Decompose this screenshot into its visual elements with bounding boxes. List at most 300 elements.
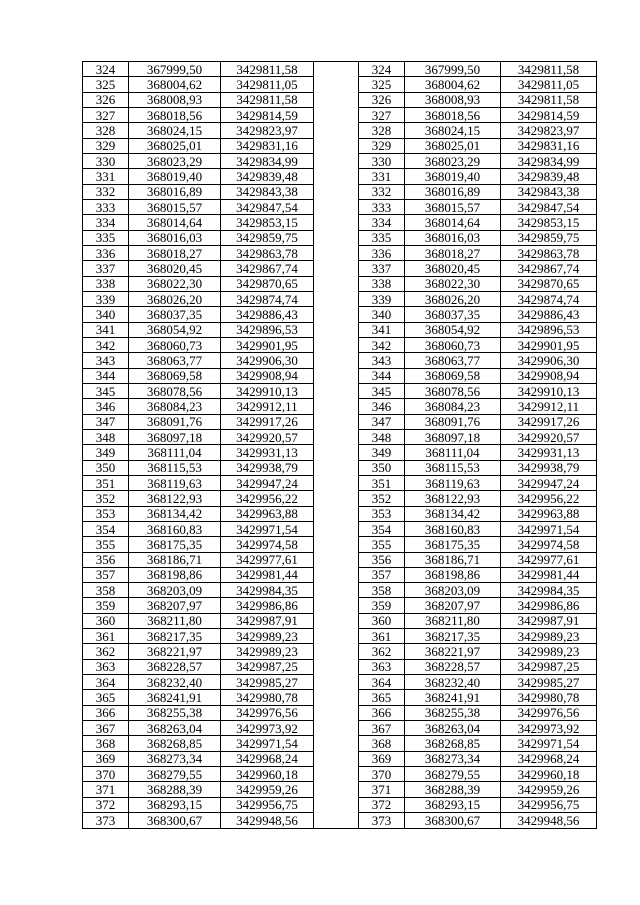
right-y-coordinate-cell: 3429963,88 [501, 506, 597, 521]
table-row [83, 77, 597, 92]
left-x-coordinate-cell: 368084,23 [129, 399, 221, 414]
column-gap [314, 199, 359, 214]
column-gap [314, 629, 359, 644]
table-row [83, 399, 597, 414]
left-point-number-cell: 362 [83, 644, 129, 659]
left-x-coordinate-cell: 368186,71 [129, 552, 221, 567]
left-y-coordinate-cell: 3429931,13 [221, 445, 314, 460]
right-y-coordinate-cell: 3429947,24 [501, 475, 597, 490]
right-point-number-cell: 357 [359, 567, 405, 582]
table-row [83, 767, 597, 782]
left-x-coordinate-cell: 368022,30 [129, 276, 221, 291]
left-point-number-cell: 352 [83, 491, 129, 506]
table-row [83, 491, 597, 506]
right-point-number-cell: 331 [359, 169, 405, 184]
right-x-coordinate-cell: 368288,39 [405, 782, 501, 797]
left-y-coordinate-cell: 3429859,75 [221, 230, 314, 245]
left-point-number-cell: 365 [83, 690, 129, 705]
table-row [83, 751, 597, 766]
left-x-coordinate-cell: 368063,77 [129, 353, 221, 368]
column-gap [314, 659, 359, 674]
table-row [83, 460, 597, 475]
right-x-coordinate-cell: 368060,73 [405, 337, 501, 352]
right-y-coordinate-cell: 3429971,54 [501, 736, 597, 751]
left-y-coordinate-cell: 3429981,44 [221, 567, 314, 582]
table-row [83, 199, 597, 214]
left-x-coordinate-cell: 368122,93 [129, 491, 221, 506]
column-gap [314, 368, 359, 383]
left-y-coordinate-cell: 3429908,94 [221, 368, 314, 383]
right-point-number-cell: 372 [359, 797, 405, 812]
left-point-number-cell: 355 [83, 537, 129, 552]
table-row [83, 230, 597, 245]
left-point-number-cell: 353 [83, 506, 129, 521]
right-point-number-cell: 348 [359, 429, 405, 444]
column-gap [314, 445, 359, 460]
left-point-number-cell: 344 [83, 368, 129, 383]
column-gap [314, 797, 359, 812]
left-point-number-cell: 329 [83, 138, 129, 153]
right-x-coordinate-cell: 368019,40 [405, 169, 501, 184]
left-x-coordinate-cell: 368018,56 [129, 107, 221, 122]
left-point-number-cell: 334 [83, 215, 129, 230]
right-point-number-cell: 347 [359, 414, 405, 429]
right-x-coordinate-cell: 368217,35 [405, 629, 501, 644]
table-row [83, 797, 597, 812]
column-gap [314, 429, 359, 444]
left-y-coordinate-cell: 3429853,15 [221, 215, 314, 230]
right-point-number-cell: 360 [359, 613, 405, 628]
left-point-number-cell: 373 [83, 813, 129, 829]
column-gap [314, 721, 359, 736]
right-x-coordinate-cell: 368263,04 [405, 721, 501, 736]
left-y-coordinate-cell: 3429960,18 [221, 767, 314, 782]
table-row [83, 475, 597, 490]
right-x-coordinate-cell: 368211,80 [405, 613, 501, 628]
right-x-coordinate-cell: 368020,45 [405, 261, 501, 276]
right-y-coordinate-cell: 3429984,35 [501, 583, 597, 598]
table-row [83, 322, 597, 337]
left-point-number-cell: 358 [83, 583, 129, 598]
right-x-coordinate-cell: 368025,01 [405, 138, 501, 153]
left-y-coordinate-cell: 3429847,54 [221, 199, 314, 214]
right-point-number-cell: 352 [359, 491, 405, 506]
left-y-coordinate-cell: 3429843,38 [221, 184, 314, 199]
right-x-coordinate-cell: 368091,76 [405, 414, 501, 429]
right-point-number-cell: 359 [359, 598, 405, 613]
right-point-number-cell: 334 [359, 215, 405, 230]
left-x-coordinate-cell: 368054,92 [129, 322, 221, 337]
table-row [83, 782, 597, 797]
right-point-number-cell: 353 [359, 506, 405, 521]
left-y-coordinate-cell: 3429980,78 [221, 690, 314, 705]
right-point-number-cell: 336 [359, 245, 405, 260]
left-point-number-cell: 349 [83, 445, 129, 460]
right-x-coordinate-cell: 368054,92 [405, 322, 501, 337]
left-x-coordinate-cell: 368115,53 [129, 460, 221, 475]
left-x-coordinate-cell: 368097,18 [129, 429, 221, 444]
table-row [83, 552, 597, 567]
left-y-coordinate-cell: 3429811,58 [221, 62, 314, 77]
right-y-coordinate-cell: 3429987,91 [501, 613, 597, 628]
right-y-coordinate-cell: 3429985,27 [501, 675, 597, 690]
column-gap [314, 506, 359, 521]
left-x-coordinate-cell: 368288,39 [129, 782, 221, 797]
table-row [83, 521, 597, 536]
left-point-number-cell: 337 [83, 261, 129, 276]
left-x-coordinate-cell: 368060,73 [129, 337, 221, 352]
right-x-coordinate-cell: 368241,91 [405, 690, 501, 705]
table-row [83, 705, 597, 720]
right-point-number-cell: 329 [359, 138, 405, 153]
right-y-coordinate-cell: 3429831,16 [501, 138, 597, 153]
left-x-coordinate-cell: 368016,03 [129, 230, 221, 245]
right-point-number-cell: 363 [359, 659, 405, 674]
left-point-number-cell: 356 [83, 552, 129, 567]
right-point-number-cell: 326 [359, 92, 405, 107]
right-point-number-cell: 332 [359, 184, 405, 199]
left-point-number-cell: 364 [83, 675, 129, 690]
right-point-number-cell: 325 [359, 77, 405, 92]
right-x-coordinate-cell: 368268,85 [405, 736, 501, 751]
left-y-coordinate-cell: 3429973,92 [221, 721, 314, 736]
column-gap [314, 62, 359, 77]
right-point-number-cell: 365 [359, 690, 405, 705]
right-point-number-cell: 345 [359, 383, 405, 398]
table-row [83, 353, 597, 368]
table-row [83, 629, 597, 644]
left-y-coordinate-cell: 3429834,99 [221, 153, 314, 168]
column-gap [314, 675, 359, 690]
left-x-coordinate-cell: 368241,91 [129, 690, 221, 705]
right-y-coordinate-cell: 3429974,58 [501, 537, 597, 552]
column-gap [314, 751, 359, 766]
column-gap [314, 491, 359, 506]
left-point-number-cell: 361 [83, 629, 129, 644]
column-gap [314, 767, 359, 782]
column-gap [314, 92, 359, 107]
right-point-number-cell: 343 [359, 353, 405, 368]
left-point-number-cell: 370 [83, 767, 129, 782]
table-row [83, 567, 597, 582]
left-x-coordinate-cell: 368015,57 [129, 199, 221, 214]
right-y-coordinate-cell: 3429839,48 [501, 169, 597, 184]
right-y-coordinate-cell: 3429843,38 [501, 184, 597, 199]
right-x-coordinate-cell: 368300,67 [405, 813, 501, 829]
left-x-coordinate-cell: 368119,63 [129, 475, 221, 490]
column-gap [314, 322, 359, 337]
left-y-coordinate-cell: 3429917,26 [221, 414, 314, 429]
right-x-coordinate-cell: 368115,53 [405, 460, 501, 475]
table-row [83, 153, 597, 168]
right-y-coordinate-cell: 3429956,22 [501, 491, 597, 506]
left-x-coordinate-cell: 368024,15 [129, 123, 221, 138]
right-x-coordinate-cell: 368022,30 [405, 276, 501, 291]
left-point-number-cell: 335 [83, 230, 129, 245]
right-x-coordinate-cell: 368024,15 [405, 123, 501, 138]
left-point-number-cell: 346 [83, 399, 129, 414]
right-y-coordinate-cell: 3429874,74 [501, 291, 597, 306]
right-y-coordinate-cell: 3429920,57 [501, 429, 597, 444]
right-x-coordinate-cell: 368063,77 [405, 353, 501, 368]
table-row [83, 613, 597, 628]
right-x-coordinate-cell: 368119,63 [405, 475, 501, 490]
table-row [83, 62, 597, 77]
right-x-coordinate-cell: 368160,83 [405, 521, 501, 536]
right-y-coordinate-cell: 3429989,23 [501, 629, 597, 644]
left-y-coordinate-cell: 3429912,11 [221, 399, 314, 414]
right-point-number-cell: 349 [359, 445, 405, 460]
table-row [83, 169, 597, 184]
left-point-number-cell: 336 [83, 245, 129, 260]
left-x-coordinate-cell: 368211,80 [129, 613, 221, 628]
left-x-coordinate-cell: 368293,15 [129, 797, 221, 812]
right-point-number-cell: 354 [359, 521, 405, 536]
column-gap [314, 245, 359, 260]
right-point-number-cell: 368 [359, 736, 405, 751]
right-point-number-cell: 356 [359, 552, 405, 567]
left-x-coordinate-cell: 368023,29 [129, 153, 221, 168]
right-x-coordinate-cell: 368097,18 [405, 429, 501, 444]
left-x-coordinate-cell: 368016,89 [129, 184, 221, 199]
right-y-coordinate-cell: 3429976,56 [501, 705, 597, 720]
table-row [83, 184, 597, 199]
column-gap [314, 598, 359, 613]
column-gap [314, 383, 359, 398]
column-gap [314, 107, 359, 122]
left-y-coordinate-cell: 3429976,56 [221, 705, 314, 720]
left-y-coordinate-cell: 3429986,86 [221, 598, 314, 613]
left-point-number-cell: 328 [83, 123, 129, 138]
column-gap [314, 613, 359, 628]
right-y-coordinate-cell: 3429989,23 [501, 644, 597, 659]
left-point-number-cell: 341 [83, 322, 129, 337]
right-y-coordinate-cell: 3429811,58 [501, 62, 597, 77]
right-point-number-cell: 369 [359, 751, 405, 766]
right-y-coordinate-cell: 3429867,74 [501, 261, 597, 276]
left-point-number-cell: 330 [83, 153, 129, 168]
right-y-coordinate-cell: 3429859,75 [501, 230, 597, 245]
left-y-coordinate-cell: 3429963,88 [221, 506, 314, 521]
left-x-coordinate-cell: 368217,35 [129, 629, 221, 644]
right-y-coordinate-cell: 3429968,24 [501, 751, 597, 766]
column-gap [314, 138, 359, 153]
table-row [83, 368, 597, 383]
right-y-coordinate-cell: 3429938,79 [501, 460, 597, 475]
right-x-coordinate-cell: 368273,34 [405, 751, 501, 766]
column-gap [314, 552, 359, 567]
table-row [83, 92, 597, 107]
left-y-coordinate-cell: 3429867,74 [221, 261, 314, 276]
right-point-number-cell: 337 [359, 261, 405, 276]
right-point-number-cell: 358 [359, 583, 405, 598]
column-gap [314, 123, 359, 138]
right-y-coordinate-cell: 3429960,18 [501, 767, 597, 782]
table-row [83, 123, 597, 138]
table-row [83, 429, 597, 444]
right-y-coordinate-cell: 3429908,94 [501, 368, 597, 383]
right-point-number-cell: 333 [359, 199, 405, 214]
right-x-coordinate-cell: 368008,93 [405, 92, 501, 107]
column-gap [314, 813, 359, 829]
right-point-number-cell: 328 [359, 123, 405, 138]
column-gap [314, 77, 359, 92]
left-y-coordinate-cell: 3429839,48 [221, 169, 314, 184]
table-body [83, 62, 597, 829]
right-y-coordinate-cell: 3429959,26 [501, 782, 597, 797]
table-row [83, 690, 597, 705]
right-x-coordinate-cell: 368122,93 [405, 491, 501, 506]
column-gap [314, 353, 359, 368]
right-point-number-cell: 373 [359, 813, 405, 829]
right-y-coordinate-cell: 3429981,44 [501, 567, 597, 582]
left-y-coordinate-cell: 3429814,59 [221, 107, 314, 122]
left-x-coordinate-cell: 368091,76 [129, 414, 221, 429]
left-y-coordinate-cell: 3429989,23 [221, 644, 314, 659]
table-row [83, 445, 597, 460]
table-row [83, 107, 597, 122]
left-y-coordinate-cell: 3429956,22 [221, 491, 314, 506]
left-y-coordinate-cell: 3429870,65 [221, 276, 314, 291]
right-point-number-cell: 342 [359, 337, 405, 352]
left-y-coordinate-cell: 3429874,74 [221, 291, 314, 306]
left-y-coordinate-cell: 3429971,54 [221, 521, 314, 536]
left-point-number-cell: 372 [83, 797, 129, 812]
right-y-coordinate-cell: 3429863,78 [501, 245, 597, 260]
left-point-number-cell: 351 [83, 475, 129, 490]
right-x-coordinate-cell: 368023,29 [405, 153, 501, 168]
right-y-coordinate-cell: 3429811,58 [501, 92, 597, 107]
left-x-coordinate-cell: 368020,45 [129, 261, 221, 276]
right-point-number-cell: 371 [359, 782, 405, 797]
left-point-number-cell: 367 [83, 721, 129, 736]
right-x-coordinate-cell: 368004,62 [405, 77, 501, 92]
right-x-coordinate-cell: 368016,03 [405, 230, 501, 245]
column-gap [314, 184, 359, 199]
left-y-coordinate-cell: 3429959,26 [221, 782, 314, 797]
right-point-number-cell: 361 [359, 629, 405, 644]
right-x-coordinate-cell: 368078,56 [405, 383, 501, 398]
left-point-number-cell: 347 [83, 414, 129, 429]
left-point-number-cell: 366 [83, 705, 129, 720]
column-gap [314, 567, 359, 582]
left-y-coordinate-cell: 3429974,58 [221, 537, 314, 552]
right-y-coordinate-cell: 3429986,86 [501, 598, 597, 613]
left-point-number-cell: 359 [83, 598, 129, 613]
left-y-coordinate-cell: 3429906,30 [221, 353, 314, 368]
left-x-coordinate-cell: 368175,35 [129, 537, 221, 552]
right-x-coordinate-cell: 368221,97 [405, 644, 501, 659]
right-x-coordinate-cell: 368203,09 [405, 583, 501, 598]
right-point-number-cell: 340 [359, 307, 405, 322]
column-gap [314, 169, 359, 184]
right-y-coordinate-cell: 3429896,53 [501, 322, 597, 337]
column-gap [314, 583, 359, 598]
column-gap [314, 736, 359, 751]
right-y-coordinate-cell: 3429853,15 [501, 215, 597, 230]
right-y-coordinate-cell: 3429910,13 [501, 383, 597, 398]
left-y-coordinate-cell: 3429977,61 [221, 552, 314, 567]
right-point-number-cell: 351 [359, 475, 405, 490]
left-point-number-cell: 324 [83, 62, 129, 77]
right-x-coordinate-cell: 368015,57 [405, 199, 501, 214]
right-y-coordinate-cell: 3429906,30 [501, 353, 597, 368]
column-gap [314, 307, 359, 322]
left-x-coordinate-cell: 368268,85 [129, 736, 221, 751]
left-y-coordinate-cell: 3429984,35 [221, 583, 314, 598]
table-row [83, 813, 597, 829]
left-x-coordinate-cell: 368232,40 [129, 675, 221, 690]
right-point-number-cell: 338 [359, 276, 405, 291]
left-x-coordinate-cell: 368300,67 [129, 813, 221, 829]
right-point-number-cell: 346 [359, 399, 405, 414]
table-row [83, 644, 597, 659]
table-row [83, 537, 597, 552]
table-row [83, 245, 597, 260]
column-gap [314, 460, 359, 475]
right-x-coordinate-cell: 368207,97 [405, 598, 501, 613]
right-y-coordinate-cell: 3429956,75 [501, 797, 597, 812]
table-row [83, 261, 597, 276]
left-y-coordinate-cell: 3429811,58 [221, 92, 314, 107]
right-point-number-cell: 335 [359, 230, 405, 245]
right-y-coordinate-cell: 3429948,56 [501, 813, 597, 829]
right-x-coordinate-cell: 368016,89 [405, 184, 501, 199]
left-y-coordinate-cell: 3429956,75 [221, 797, 314, 812]
column-gap [314, 705, 359, 720]
coordinates-table [82, 61, 597, 829]
right-y-coordinate-cell: 3429977,61 [501, 552, 597, 567]
left-point-number-cell: 368 [83, 736, 129, 751]
right-x-coordinate-cell: 368186,71 [405, 552, 501, 567]
left-y-coordinate-cell: 3429920,57 [221, 429, 314, 444]
right-x-coordinate-cell: 368293,15 [405, 797, 501, 812]
left-x-coordinate-cell: 368019,40 [129, 169, 221, 184]
left-point-number-cell: 327 [83, 107, 129, 122]
left-point-number-cell: 363 [83, 659, 129, 674]
left-point-number-cell: 326 [83, 92, 129, 107]
right-y-coordinate-cell: 3429917,26 [501, 414, 597, 429]
right-x-coordinate-cell: 368018,27 [405, 245, 501, 260]
right-x-coordinate-cell: 368026,20 [405, 291, 501, 306]
left-point-number-cell: 338 [83, 276, 129, 291]
left-y-coordinate-cell: 3429971,54 [221, 736, 314, 751]
left-x-coordinate-cell: 368111,04 [129, 445, 221, 460]
table-row [83, 383, 597, 398]
left-y-coordinate-cell: 3429985,27 [221, 675, 314, 690]
column-gap [314, 230, 359, 245]
column-gap [314, 414, 359, 429]
column-gap [314, 690, 359, 705]
right-y-coordinate-cell: 3429912,11 [501, 399, 597, 414]
table-row [83, 598, 597, 613]
right-x-coordinate-cell: 368232,40 [405, 675, 501, 690]
right-y-coordinate-cell: 3429973,92 [501, 721, 597, 736]
left-point-number-cell: 342 [83, 337, 129, 352]
right-y-coordinate-cell: 3429886,43 [501, 307, 597, 322]
left-point-number-cell: 331 [83, 169, 129, 184]
right-x-coordinate-cell: 368014,64 [405, 215, 501, 230]
right-point-number-cell: 367 [359, 721, 405, 736]
right-y-coordinate-cell: 3429823,97 [501, 123, 597, 138]
right-x-coordinate-cell: 368228,57 [405, 659, 501, 674]
table-row [83, 276, 597, 291]
left-x-coordinate-cell: 368018,27 [129, 245, 221, 260]
left-point-number-cell: 332 [83, 184, 129, 199]
table-row [83, 414, 597, 429]
right-y-coordinate-cell: 3429987,25 [501, 659, 597, 674]
left-y-coordinate-cell: 3429823,97 [221, 123, 314, 138]
